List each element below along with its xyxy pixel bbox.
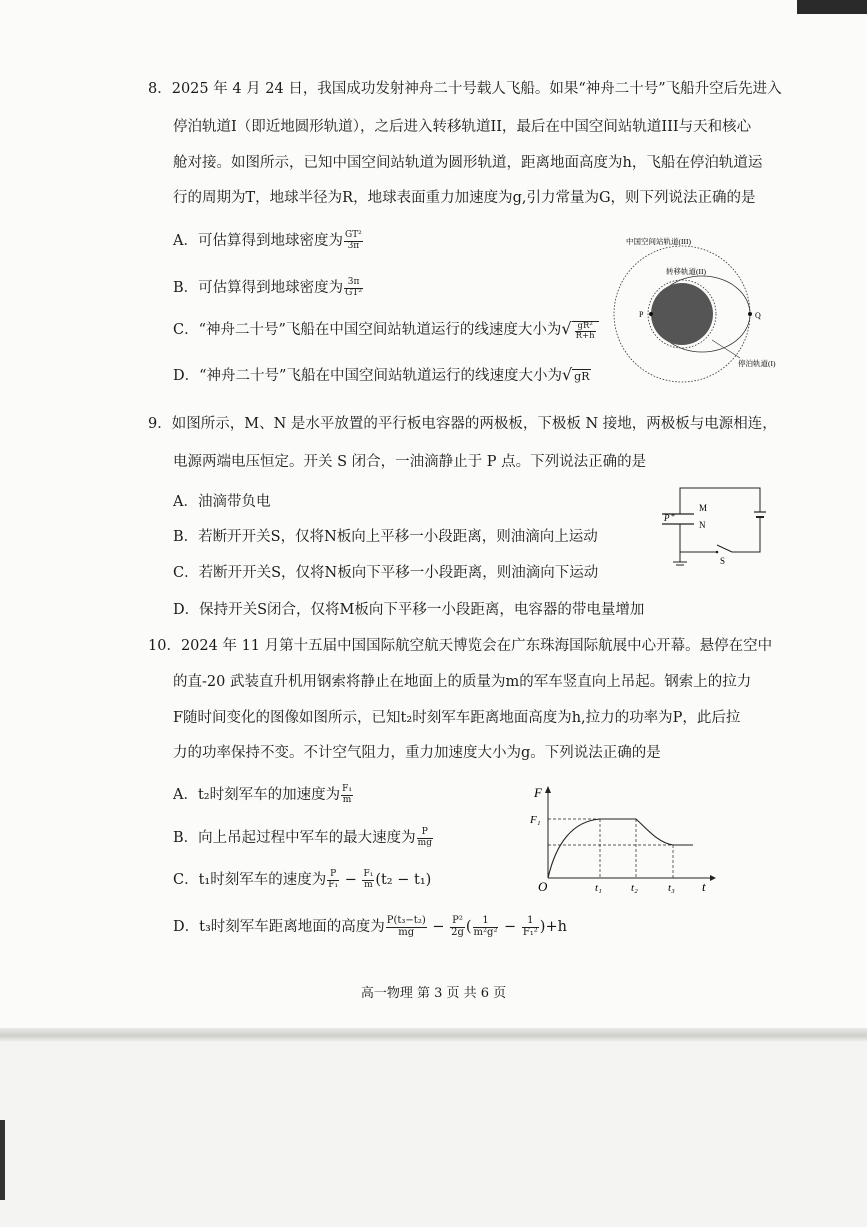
q8-option-d-text: D．“神舟二十号”飞船在中国空间站轨道运行的线速度大小为	[173, 368, 562, 384]
q10-line2: 的直-20 武装直升机用钢索将静止在地面上的质量为m的军车竖直向上吊起。钢索上的拉力	[173, 674, 752, 690]
q10-option-a: A．t₂时刻军车的加速度为 $\frac{\text{F₁}}{m}$	[173, 784, 352, 805]
q8-line2: 停泊轨道I（即近地圆形轨道），之后进入转移轨道II，最后在中国空间站轨道III与天和核心	[173, 119, 752, 135]
earth	[651, 283, 713, 345]
oil-drop-marker: *	[671, 512, 675, 521]
orbit-diagram	[600, 230, 780, 390]
station-orbit-label: 中国空间站轨道(III)	[626, 237, 691, 246]
q8-option-b-fraction: $\frac{3\pi}{\text{GT²}}$	[345, 277, 362, 298]
q8-option-d-sqrt: gR	[574, 370, 590, 383]
circuit-wire-right	[732, 517, 760, 552]
f1-label: F₁	[530, 814, 541, 826]
q8-line1: 8．2025 年 4 月 24 日，我国成功发射神舟二十号载人飞船。如果“神舟二十号”飞船升空后先进入	[148, 81, 782, 97]
q10-option-c-expr: (t₂ − t₁)	[375, 872, 432, 888]
scan-left-mark	[0, 1120, 5, 1200]
point-p	[649, 312, 653, 316]
q8-option-b	[173, 276, 364, 298]
q9-line1: 9．如图所示，M、N 是水平放置的平行板电容器的两极板，下极板 N 接地，两极板与电源相连，	[148, 416, 777, 432]
scan-corner-mark	[797, 0, 867, 14]
page-footer: 高一物理 第 3 页 共 6 页	[360, 986, 507, 1001]
q10-line1: 10．2024 年 11 月第十五届中国国际航空航天博览会在广东珠海国际航展中心开幕。悬停在空中	[148, 638, 773, 654]
q10-option-c-text: C．t₁时刻军车的速度为	[173, 872, 327, 888]
q10-option-b: B．向上吊起过程中军车的最大速度为 $\frac{P}{mg}$	[173, 827, 432, 848]
q8-option-a-fraction: $\frac{\text{GT²}}{3\pi}$	[344, 230, 362, 251]
q10-option-d-tail: +h	[545, 919, 567, 935]
q10-option-d-text: D．t₃时刻军车距离地面的高度为	[173, 919, 385, 935]
p-label: P	[639, 310, 644, 319]
q-label: Q	[755, 311, 761, 320]
q9-line2: 电源两端电压恒定。开关 S 闭合，一油滴静止于 P 点。下列说法正确的是	[173, 454, 647, 470]
q8-line4: 行的周期为T，地球半径为R，地球表面重力加速度为g,引力常量为G，则下列说法正确的是	[173, 190, 756, 206]
q10-option-a-text: A．t₂时刻军车的加速度为	[173, 787, 341, 803]
q8-option-c: C．“神舟二十号”飞船在中国空间站轨道运行的线速度大小为√ $\frac{\text{gR²}}{R+h}$	[173, 318, 599, 340]
q8-option-b-text: B．可估算得到地球密度为	[173, 280, 344, 296]
point-q	[748, 312, 752, 316]
q10-line4: 力的功率保持不变。不计空气阻力，重力加速度大小为g。下列说法正确的是	[173, 745, 661, 761]
m-label: M	[699, 503, 708, 513]
q8-option-a-text: A．可估算得到地球密度为	[173, 233, 343, 249]
force-time-graph	[528, 783, 718, 893]
switch-s	[717, 545, 732, 552]
f-axis-label: F	[534, 785, 542, 800]
parking-orbit-label: 停泊轨道(I)	[738, 359, 776, 368]
origin-label: O	[538, 879, 548, 893]
n-label: N	[699, 520, 706, 530]
q10-option-d: D．t₃时刻军车距离地面的高度为 $\frac{\text{P(t₃−t₂)}}{mg}$ − $\frac{\text{P²}}{2g}$ ( $\frac{1}{\text{m²g²}}$ − $\frac{1}{\text{F₁²}}$ )+h	[173, 915, 567, 938]
t1-label: t₁	[595, 882, 602, 893]
circuit-wire-top	[680, 488, 760, 514]
parking-label-leader	[712, 340, 740, 358]
q10-line3: F随时间变化的图像如图所示，已知t₂时刻军车距离地面高度为h,拉力的功率为P，此后拉	[173, 710, 741, 726]
q9-option-a: A．油滴带负电	[173, 494, 271, 510]
q9-option-c: C．若断开开关S，仅将N板向下平移一小段距离，则油滴向下运动	[173, 565, 599, 581]
capacitor-circuit	[650, 478, 770, 578]
t3-label: t₃	[668, 882, 675, 893]
q8-option-c-text: C．“神舟二十号”飞船在中国空间站轨道运行的线速度大小为	[173, 322, 562, 338]
q9-option-d: D．保持开关S闭合，仅将M板向下平移一小段距离，电容器的带电量增加	[173, 602, 645, 618]
scan-background	[0, 1042, 867, 1227]
p-label: P	[664, 513, 670, 523]
t2-label: t₂	[631, 882, 638, 893]
f-axis-arrow	[545, 786, 551, 793]
q8-option-a	[173, 229, 364, 251]
force-curve	[548, 819, 693, 878]
scan-edge	[0, 1028, 867, 1042]
t-axis-arrow	[710, 875, 716, 881]
s-label: S	[720, 556, 726, 566]
q8-option-d: D．“神舟二十号”飞船在中国空间站轨道运行的线速度大小为√ gR	[173, 365, 590, 384]
q10-option-c: C．t₁时刻军车的速度为 $\frac{P}{\text{F₁}}$ − $\frac{\text{F₁}}{m}$ (t₂ − t₁)	[173, 869, 432, 890]
t-axis-label: t	[702, 879, 706, 893]
transfer-orbit-label: 转移轨道(II)	[666, 267, 706, 276]
q8-line3: 舱对接。如图所示，已知中国空间站轨道为圆形轨道，距离地面高度为h，飞船在停泊轨道运	[173, 155, 763, 171]
q10-option-b-text: B．向上吊起过程中军车的最大速度为	[173, 830, 416, 846]
q9-option-b: B．若断开开关S，仅将N板向上平移一小段距离，则油滴向上运动	[173, 529, 598, 545]
